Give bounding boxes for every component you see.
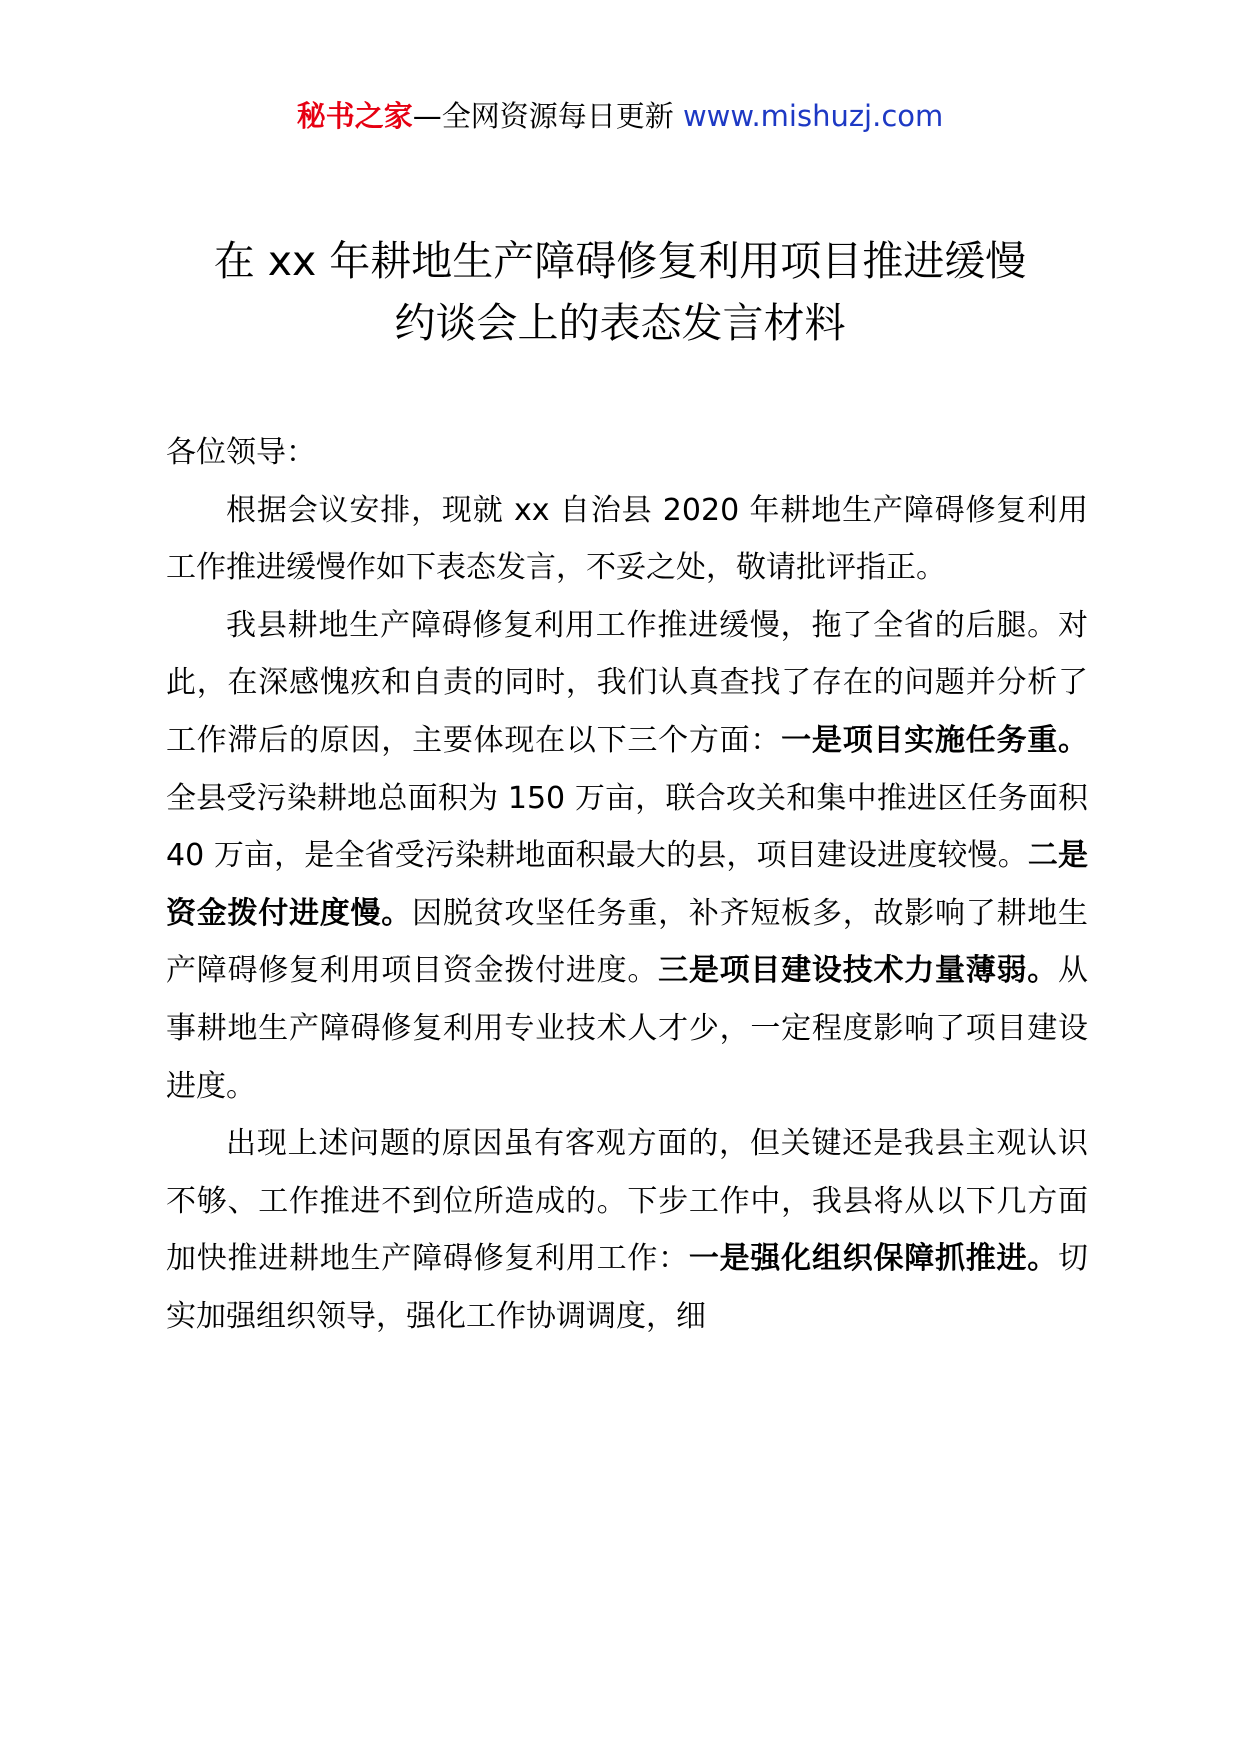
title-line-1: 在 xx 年耕地生产障碍修复利用项目推进缓慢	[213, 237, 1027, 285]
document-body	[166, 424, 1088, 1346]
paragraph-2	[166, 597, 1088, 1115]
site-tagline: —全网资源每日更新	[412, 99, 683, 133]
site-url-link[interactable]: www.mishuzj.com	[682, 99, 944, 133]
paragraph-2-text-4: 从事耕地生产障碍修复利用专业技术人才少，一定程度影响了项目建设进度。	[166, 953, 1089, 1104]
paragraph-2-text-2: 全县受污染耕地总面积为 150 万亩，联合攻关和集中推进区任务面积 40 万亩，是全省受污染耕地面积最大的县，项目建设进度较慢。	[166, 780, 1088, 874]
document-title	[130, 230, 1110, 354]
paragraph-3	[166, 1115, 1088, 1345]
measure-1-heading: 一是强化组织保障抓推进。	[688, 1241, 1059, 1277]
paragraph-1: 根据会议安排，现就 xx 自治县 2020 年耕地生产障碍修复利用工作推进缓慢作如下表态发言，不妥之处，敬请批评指正。	[166, 492, 1088, 586]
point-1-heading: 一是项目实施任务重。	[781, 722, 1088, 758]
paragraph-3-text-1: 出现上述问题的原因虽有客观方面的，但关键还是我县主观认识不够、工作推进不到位所造成的。下步工作中，我县将从以下几方面加快推进耕地生产障碍修复利用工作：	[166, 1126, 1088, 1277]
title-line-2: 约谈会上的表态发言材料	[394, 299, 846, 347]
paragraph-2-text-1: 我县耕地生产障碍修复利用工作推进缓慢，拖了全省的后腿。对此，在深感愧疚和自责的同时，我们认真查找了存在的问题并分析了工作滞后的原因，主要体现在以下三个方面：	[166, 607, 1088, 758]
salutation: 各位领导：	[166, 435, 316, 470]
point-2-heading: 二是资金拨付进度慢。	[166, 838, 1088, 931]
paragraph-2-text-3: 因脱贫攻坚任务重，补齐短板多，故影响了耕地生产障碍修复利用项目资金拨付进度。	[166, 895, 1089, 989]
site-header	[0, 96, 1240, 136]
site-brand: 秘书之家	[296, 99, 413, 133]
paragraph-3-text-2: 切实加强组织领导，强化工作协调调度，细	[166, 1241, 1089, 1334]
point-3-heading: 三是项目建设技术力量薄弱。	[658, 953, 1059, 989]
